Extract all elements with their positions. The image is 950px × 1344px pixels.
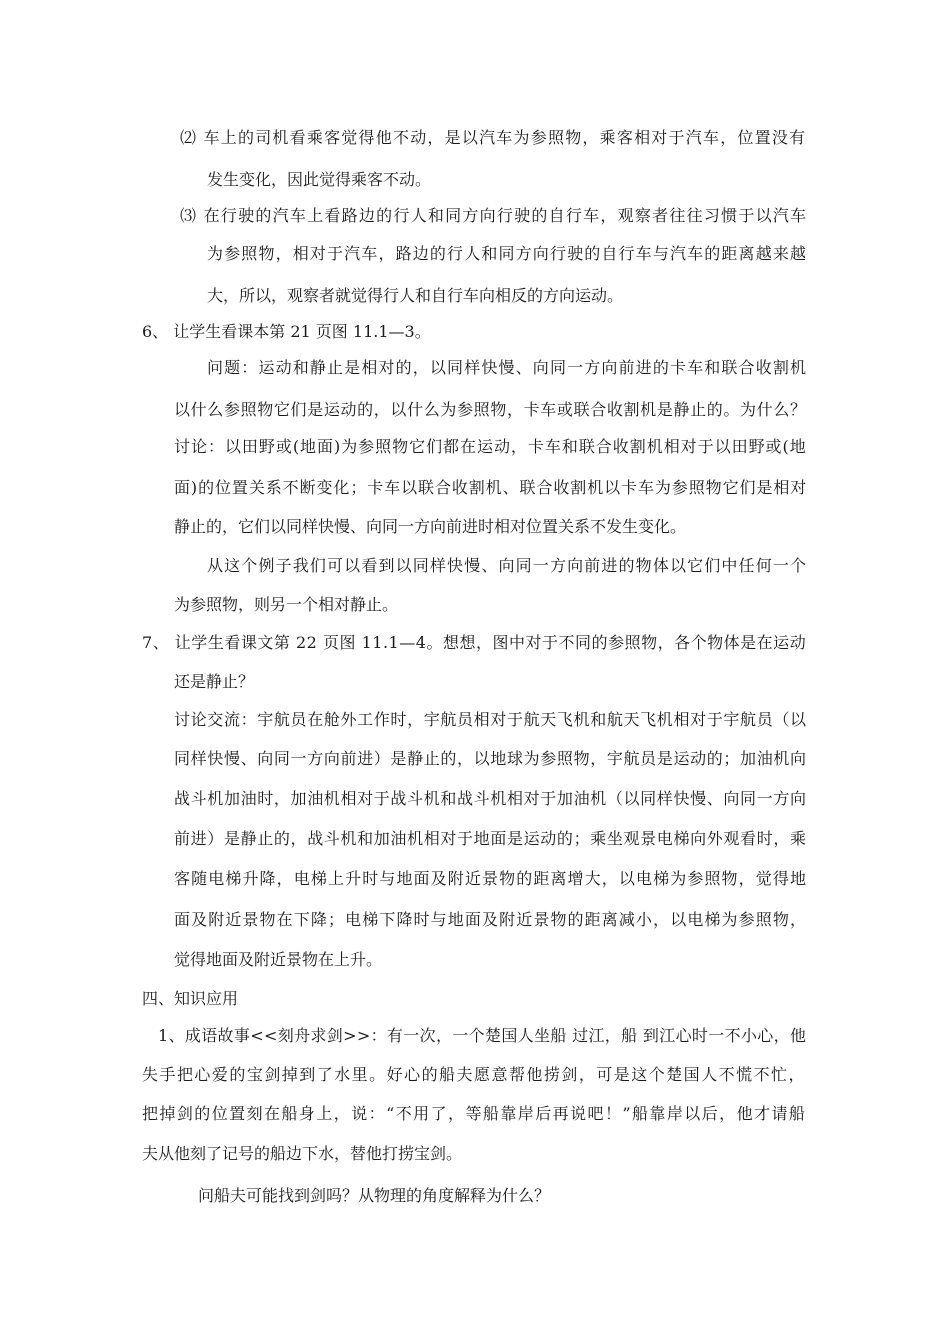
- text-line: 失手把心爱的宝剑掉到了水里。好心的船夫愿意帮他捞剑，可是这个楚国人不慌不忙，: [142, 1065, 807, 1084]
- text-line: 同样快慢、向同一方向前进）是静止的，以地球为参照物，宇航员是运动的；加油机向: [174, 749, 807, 768]
- list-item-number: 7、 让学生看课文第 22 页图 11.1—4。想想，图中对于不同的参照物，各个物体是在运动: [142, 633, 807, 652]
- text-line: 发生变化，因此觉得乘客不动。: [207, 170, 432, 189]
- text-line: 客随电梯升降，电梯上升时与地面及附近景物的距离增大，以电梯为参照物，觉得地: [174, 869, 808, 888]
- section-heading: 四、知识应用: [142, 989, 239, 1008]
- list-item-number: 6、 让学生看课本第 21 页图 11.1—3。: [142, 322, 431, 341]
- text-line: 战斗机加油时，加油机相对于战斗机和战斗机相对于加油机（以同样快慢、向同一方向: [174, 789, 807, 808]
- text-line: 前进）是静止的，战斗机和加油机相对于地面是运动的；乘坐观景电梯向外观看时，乘: [174, 829, 807, 848]
- text-line: 还是静止？: [174, 672, 255, 691]
- text-line: 以什么参照物它们是运动的，以什么为参照物，卡车或联合收割机是静止的。为什么？: [174, 400, 807, 419]
- text-line: 大，所以，观察者就觉得行人和自行车向相反的方向运动。: [207, 286, 624, 305]
- text-line: 讨论交流：宇航员在舱外工作时，宇航员相对于航天飞机和航天飞机相对于宇航员（以: [174, 710, 807, 729]
- text-line: 从这个例子我们可以看到以同样快慢、向同一方向前进的物体以它们中任何一个: [207, 556, 808, 575]
- text-line: 面及附近景物在下降；电梯下降时与地面及附近景物的距离减小，以电梯为参照物，: [174, 910, 808, 929]
- text-line: 为参照物，相对于汽车，路边的行人和同方向行驶的自行车与汽车的距离越来越: [207, 244, 808, 263]
- text-line: 面)的位置关系不断变化；卡车以联合收割机、联合收割机以卡车为参照物它们是相对: [174, 478, 808, 497]
- text-line: 为参照物，则另一个相对静止。: [174, 595, 399, 614]
- text-line: 把掉剑的位置刻在船身上，说：“不用了，等船靠岸后再说吧！”船靠岸以后，他才请船: [142, 1104, 807, 1123]
- text-line: 问题：运动和静止是相对的，以同样快慢、向同一方向前进的卡车和联合收割机: [207, 358, 808, 377]
- text-line: 夫从他刻了记号的船边下水，替他打捞宝剑。: [142, 1144, 463, 1163]
- text-line: 觉得地面及附近景物在上升。: [174, 950, 383, 969]
- text-line: ⑶ 在行驶的汽车上看路边的行人和同方向行驶的自行车，观察者往往习惯于以汽车: [180, 206, 808, 225]
- text-line: 静止的，它们以同样快慢、向同一方向前进时相对位置关系不发生变化。: [174, 517, 687, 536]
- list-item-number: 1、成语故事<<刻舟求剑>>：有一次，一个楚国人坐船 过江，船 到江心时一不小心，他: [158, 1026, 807, 1045]
- text-line: 讨论：以田野或(地面)为参照物它们都在运动，卡车和联合收割机相对于以田野或(地: [174, 437, 807, 456]
- question-line: 问船夫可能找到剑吗？从物理的角度解释为什么？: [198, 1186, 551, 1205]
- text-line: ⑵ 车上的司机看乘客觉得他不动，是以汽车为参照物，乘客相对于汽车，位置没有: [180, 128, 807, 147]
